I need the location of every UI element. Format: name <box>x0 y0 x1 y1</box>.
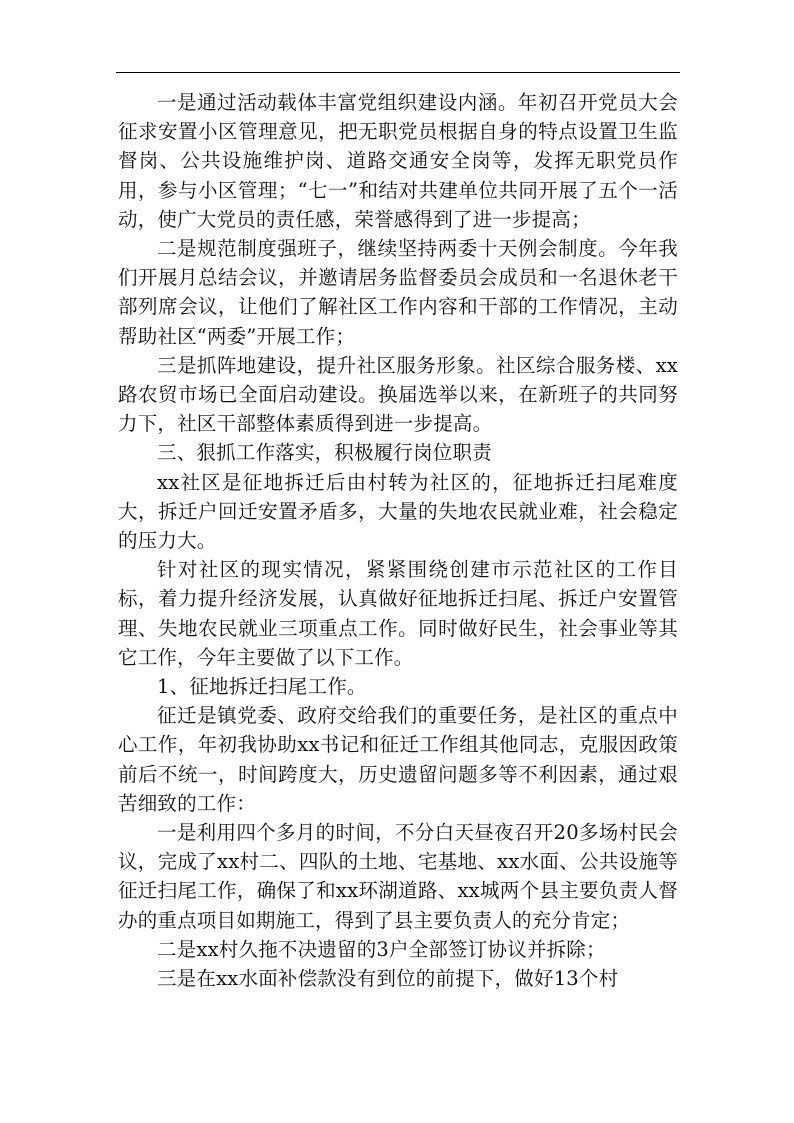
paragraph: 一是通过活动载体丰富党组织建设内涵。年初召开党员大会征求安置小区管理意见，把无职党员根据自身的特点设置卫生监督岗、公共设施维护岗、道路交通安全岗等，发挥无职党员作用，参与小区管理；“七一”和结对共建单位共同开展了五个一活动，使广大党员的责任感，荣誉感得到了进一步提高； <box>118 91 678 231</box>
document-body <box>118 88 678 993</box>
paragraph: 二是规范制度强班子，继续坚持两委十天例会制度。今年我们开展月总结会议，并邀请居务监督委员会成员和一名退休老干部列席会议，让他们了解社区工作内容和干部的工作情况，主动帮助社区“两委”开展工作； <box>118 237 678 348</box>
section-heading: 三、狠抓工作落实，积极履行岗位职责 <box>157 441 492 465</box>
paragraph: 二是xx村久拖不决遗留的3户全部签订协议并拆除； <box>157 937 606 961</box>
paragraph: 针对社区的现实情况，紧紧围绕创建市示范社区的工作目标，着力提升经济发展，认真做好征地拆迁扫尾、拆迁户安置管理、失地农民就业三项重点工作。同时做好民生，社会事业等其它工作，今年主要做了以下工作。 <box>118 558 678 669</box>
paragraph: 一是利用四个多月的时间，不分白天昼夜召开20多场村民会议，完成了xx村二、四队的土地、宅基地、xx水面、公共设施等征迁扫尾工作，确保了和xx环湖道路、xx城两个县主要负责人督办的重点项目如期施工，得到了县主要负责人的充分肯定； <box>118 821 678 932</box>
paragraph: 三是抓阵地建设，提升社区服务形象。社区综合服务楼、xx路农贸市场已全面启动建设。换届选举以来，在新班子的共同努力下，社区干部整体素质得到进一步提高。 <box>118 353 678 436</box>
subsection-heading: 1、征地拆迁扫尾工作。 <box>157 675 367 699</box>
paragraph: 征迁是镇党委、政府交给我们的重要任务，是社区的重点中心工作，年初我协助xx书记和征迁工作组其他同志，克服因政策前后不统一，时间跨度大，历史遗留问题多等不利因素，通过艰苦细致的工作： <box>118 704 678 815</box>
paragraph: xx社区是征地拆迁后由村转为社区的，征地拆迁扫尾难度大，拆迁户回迁安置矛盾多，大量的失地农民就业难，社会稳定的压力大。 <box>118 470 678 553</box>
header-rule <box>116 72 680 73</box>
paragraph: 三是在xx水面补偿款没有到位的前提下，做好13个村 <box>157 967 619 991</box>
